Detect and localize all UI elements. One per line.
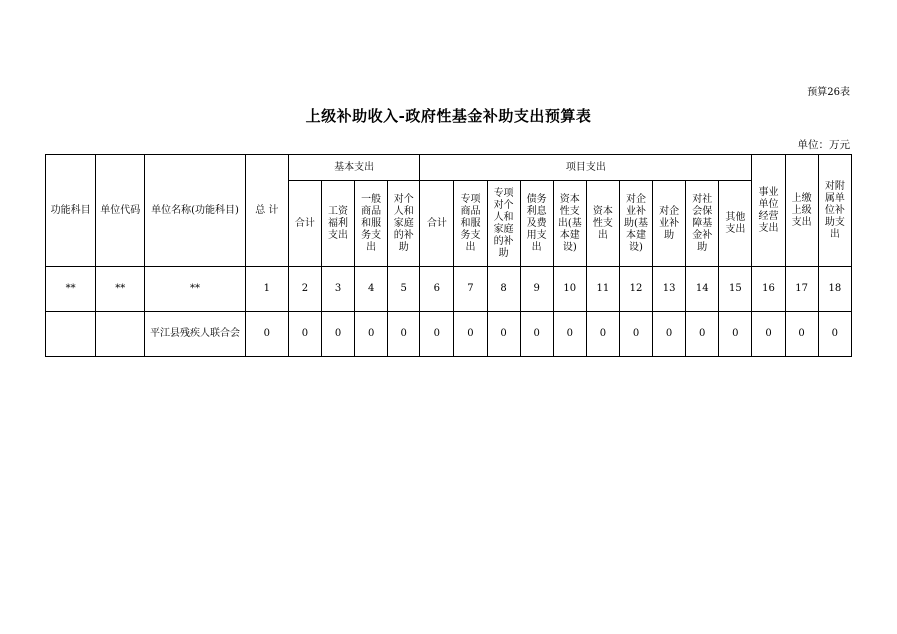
cell-value: 0 bbox=[785, 312, 818, 357]
cell-value: 0 bbox=[752, 312, 785, 357]
header-project-enterprise: 对企业补助 bbox=[653, 181, 686, 267]
header-upper-remit: 上缴上级支出 bbox=[785, 155, 818, 267]
index-cell: 6 bbox=[420, 267, 454, 312]
cell-value: 0 bbox=[245, 312, 288, 357]
index-cell: 13 bbox=[653, 267, 686, 312]
form-number: 预算26表 bbox=[807, 87, 850, 98]
header-project-enterprise-construction: 对企业补助(基本建设) bbox=[619, 181, 652, 267]
index-cell: 12 bbox=[619, 267, 652, 312]
cell-value: 0 bbox=[454, 312, 487, 357]
cell-value: 0 bbox=[818, 312, 851, 357]
cell-value: 0 bbox=[288, 312, 321, 357]
header-basic-salary: 工资福利支出 bbox=[321, 181, 354, 267]
page-title: 上级补助收入-政府性基金补助支出预算表 bbox=[305, 107, 592, 125]
cell-value: 0 bbox=[355, 312, 388, 357]
index-cell: 15 bbox=[719, 267, 752, 312]
header-basic-personal: 对个人和家庭的补助 bbox=[388, 181, 420, 267]
header-subsidiary-subsidy: 对附属单位补助支出 bbox=[818, 155, 851, 267]
cell-value: 0 bbox=[321, 312, 354, 357]
index-cell: 11 bbox=[586, 267, 619, 312]
index-cell: ** bbox=[46, 267, 96, 312]
cell-value: 0 bbox=[619, 312, 652, 357]
header-project-personal: 专项对个人和家庭的补助 bbox=[487, 181, 520, 267]
index-cell: 10 bbox=[553, 267, 586, 312]
budget-table bbox=[45, 154, 852, 357]
cell-value: 0 bbox=[653, 312, 686, 357]
index-cell: 1 bbox=[245, 267, 288, 312]
cell-unit-code bbox=[96, 312, 145, 357]
header-project-group: 项目支出 bbox=[420, 155, 752, 181]
cell-value: 0 bbox=[586, 312, 619, 357]
index-cell: ** bbox=[96, 267, 145, 312]
header-project-debt: 债务利息及费用支出 bbox=[520, 181, 553, 267]
header-basic-goods: 一般商品和服务支出 bbox=[355, 181, 388, 267]
header-basic-total: 合计 bbox=[288, 181, 321, 267]
header-unit-code: 单位代码 bbox=[96, 155, 145, 267]
cell-value: 0 bbox=[520, 312, 553, 357]
header-total: 总 计 bbox=[245, 155, 288, 267]
index-cell: 4 bbox=[355, 267, 388, 312]
cell-value: 0 bbox=[487, 312, 520, 357]
header-project-capital: 资本性支出 bbox=[586, 181, 619, 267]
header-unit-name: 单位名称(功能科目) bbox=[145, 155, 245, 267]
cell-value: 0 bbox=[719, 312, 752, 357]
cell-func-subject bbox=[46, 312, 96, 357]
index-cell: 14 bbox=[686, 267, 719, 312]
index-cell: 3 bbox=[321, 267, 354, 312]
header-project-goods: 专项商品和服务支出 bbox=[454, 181, 487, 267]
index-cell: 8 bbox=[487, 267, 520, 312]
index-cell: ** bbox=[145, 267, 245, 312]
header-func-subject: 功能科目 bbox=[46, 155, 96, 267]
table-row bbox=[46, 312, 852, 357]
cell-unit-name: 平江县残疾人联合会 bbox=[145, 312, 245, 357]
index-cell: 16 bbox=[752, 267, 785, 312]
index-cell: 18 bbox=[818, 267, 851, 312]
index-cell: 9 bbox=[520, 267, 553, 312]
cell-value: 0 bbox=[388, 312, 420, 357]
index-cell: 5 bbox=[388, 267, 420, 312]
index-cell: 17 bbox=[785, 267, 818, 312]
header-project-total: 合计 bbox=[420, 181, 454, 267]
header-business-expense: 事业单位经营支出 bbox=[752, 155, 785, 267]
header-project-social-security: 对社会保障基金补助 bbox=[686, 181, 719, 267]
index-cell: 2 bbox=[288, 267, 321, 312]
unit-label: 单位：万元 bbox=[797, 139, 850, 151]
header-project-capital-construction: 资本性支出(基本建设) bbox=[553, 181, 586, 267]
cell-value: 0 bbox=[553, 312, 586, 357]
header-basic-group: 基本支出 bbox=[288, 155, 419, 181]
header-project-other: 其他支出 bbox=[719, 181, 752, 267]
index-row bbox=[46, 267, 852, 312]
cell-value: 0 bbox=[420, 312, 454, 357]
cell-value: 0 bbox=[686, 312, 719, 357]
index-cell: 7 bbox=[454, 267, 487, 312]
